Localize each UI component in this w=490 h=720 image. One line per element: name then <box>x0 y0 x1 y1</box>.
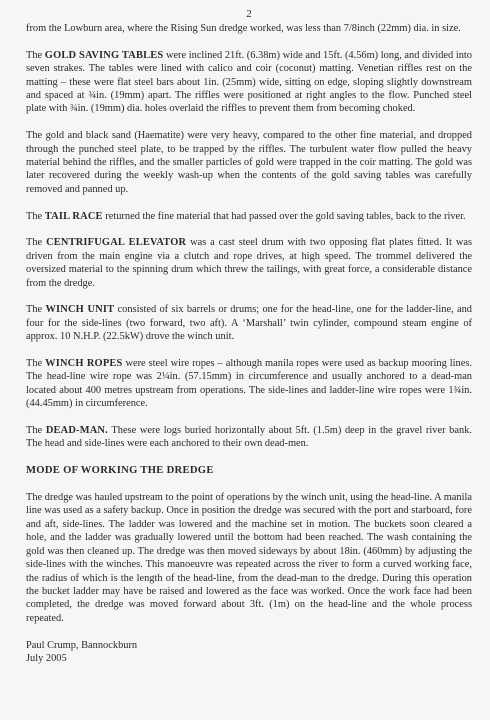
paragraph-body: consisted of six barrels or drums; one for the head-line, one for the ladder-line, and four for the side-lines (two forward, two aft). A ‘Marshall’ twin cylinder, compound steam engine of approx. 10 N.H.P. (22.5kW) drove the winch unit. <box>26 304 472 343</box>
signature-date: July 2005 <box>26 652 67 664</box>
tail-race-paragraph <box>26 210 472 223</box>
gold-saving-tables-paragraph <box>26 49 472 116</box>
section-heading-mode-of-working: MODE OF WORKING THE DREDGE <box>26 465 214 477</box>
paragraph-body: was a cast steel drum with two opposing flat plates fitted. It was driven from the main engine via a clutch and rope drives, at high speed. The trommel delivered the oversized material to the spinning drum which threw the tailings, with great force, a considerable distance from the dredge. <box>26 237 472 289</box>
intro-paragraph: from the Lowburn area, where the Rising Sun dredge worked, was less than 7/8inch (22mm) dia. in size. <box>26 23 461 34</box>
term-gold-saving-tables: GOLD SAVING TABLES <box>44 49 164 61</box>
signature-author: Paul Crump, Bannockburn <box>26 639 138 651</box>
term-winch-ropes: WINCH ROPES <box>45 358 123 370</box>
page-number: 2 <box>246 8 252 20</box>
paragraph-lead: The <box>26 49 45 61</box>
paragraph-lead: The <box>26 425 46 437</box>
document-page <box>26 8 472 714</box>
paragraph-lead: The <box>26 304 46 316</box>
term-dead-man: DEAD-MAN. <box>45 425 108 437</box>
dead-man-paragraph <box>26 424 472 451</box>
mode-of-working-paragraph: The dredge was hauled upstream to the point of operations by the winch unit, using the head-line. A manila line was used as a safety backup. Once in position the dredge was secured with the port and starboard, fore and aft, side-lines. The ladder was lowered and the machine set in motion. The buckets soon cleared a hole, and the ladder was gradually lowered until the bottom had been reached. The wash containing the gold was then cleaned up. The dredge was then moved sideways by about 18in. (460mm) by adjusting the side-lines with the winches. This manoeuvre was repeated across the river to form a curved working face, the radius of which is the length of the head-line, from the dead-man to the dredge. During this operation the bucket ladder may have be raised and lowered as the face was worked. Once the work face had been completed, the dredge was moved forward about 3ft. (1m) on the head-line and the whole process repeated. <box>26 492 472 624</box>
winch-unit-paragraph <box>26 303 472 343</box>
paragraph-body: These were logs buried horizontally about 5ft. (1.5m) deep in the gravel river bank. The head and side-lines were each anchored to their own dead-men. <box>26 425 472 450</box>
gold-black-sand-paragraph: The gold and black sand (Haematite) were very heavy, compared to the other fine material, and dropped through the punched steel plate, to be trapped by the riffles. The turbulent water flow pulled the heavy material behind the riffles, and the smaller particles of gold were trapped in the coir matting. The gold was later recovered during the weekly wash-up when the contents of the gold saving tables was carefully removed and panned up. <box>26 130 472 195</box>
paragraph-body: were inclined 21ft. (6.38m) wide and 15ft. (4.56m) long, and divided into seven strakes. The tables were lined with calico and coir (coconut) matting. Venetian riffles rest on the matting – these were flat steel bars about 1in. (25mm) wide, sitting on edge, sloping slightly downstream and spaced at ¾in. (19mm) apart. The riffles were positioned at right angles to the flow. Punched steel plate with ¾in. (19mm) dia. holes overlaid the riffles to prevent them from becoming choked. <box>26 49 472 115</box>
paragraph-body: returned the fine material that had passed over the gold saving tables, back to the river. <box>102 210 466 222</box>
paragraph-body: were steel wire ropes – although manila ropes were used as backup mooring lines. The head-line wire rope was 2¼in. (57.15mm) in circumference and usually anchored to a dead-man located about 400 metres upstream from operations. The side-lines and ladder-line wire ropes were 1¾in. (44.45mm) in circumference. <box>26 358 472 410</box>
winch-ropes-paragraph <box>26 357 472 411</box>
term-tail-race: TAIL RACE <box>44 210 103 222</box>
paragraph-lead: The <box>26 210 45 222</box>
centrifugal-elevator-paragraph <box>26 236 472 290</box>
paragraph-lead: The <box>26 237 47 249</box>
term-centrifugal-elevator: CENTRIFUGAL ELEVATOR <box>46 237 187 249</box>
term-winch-unit: WINCH UNIT <box>45 304 115 316</box>
paragraph-lead: The <box>26 358 46 370</box>
